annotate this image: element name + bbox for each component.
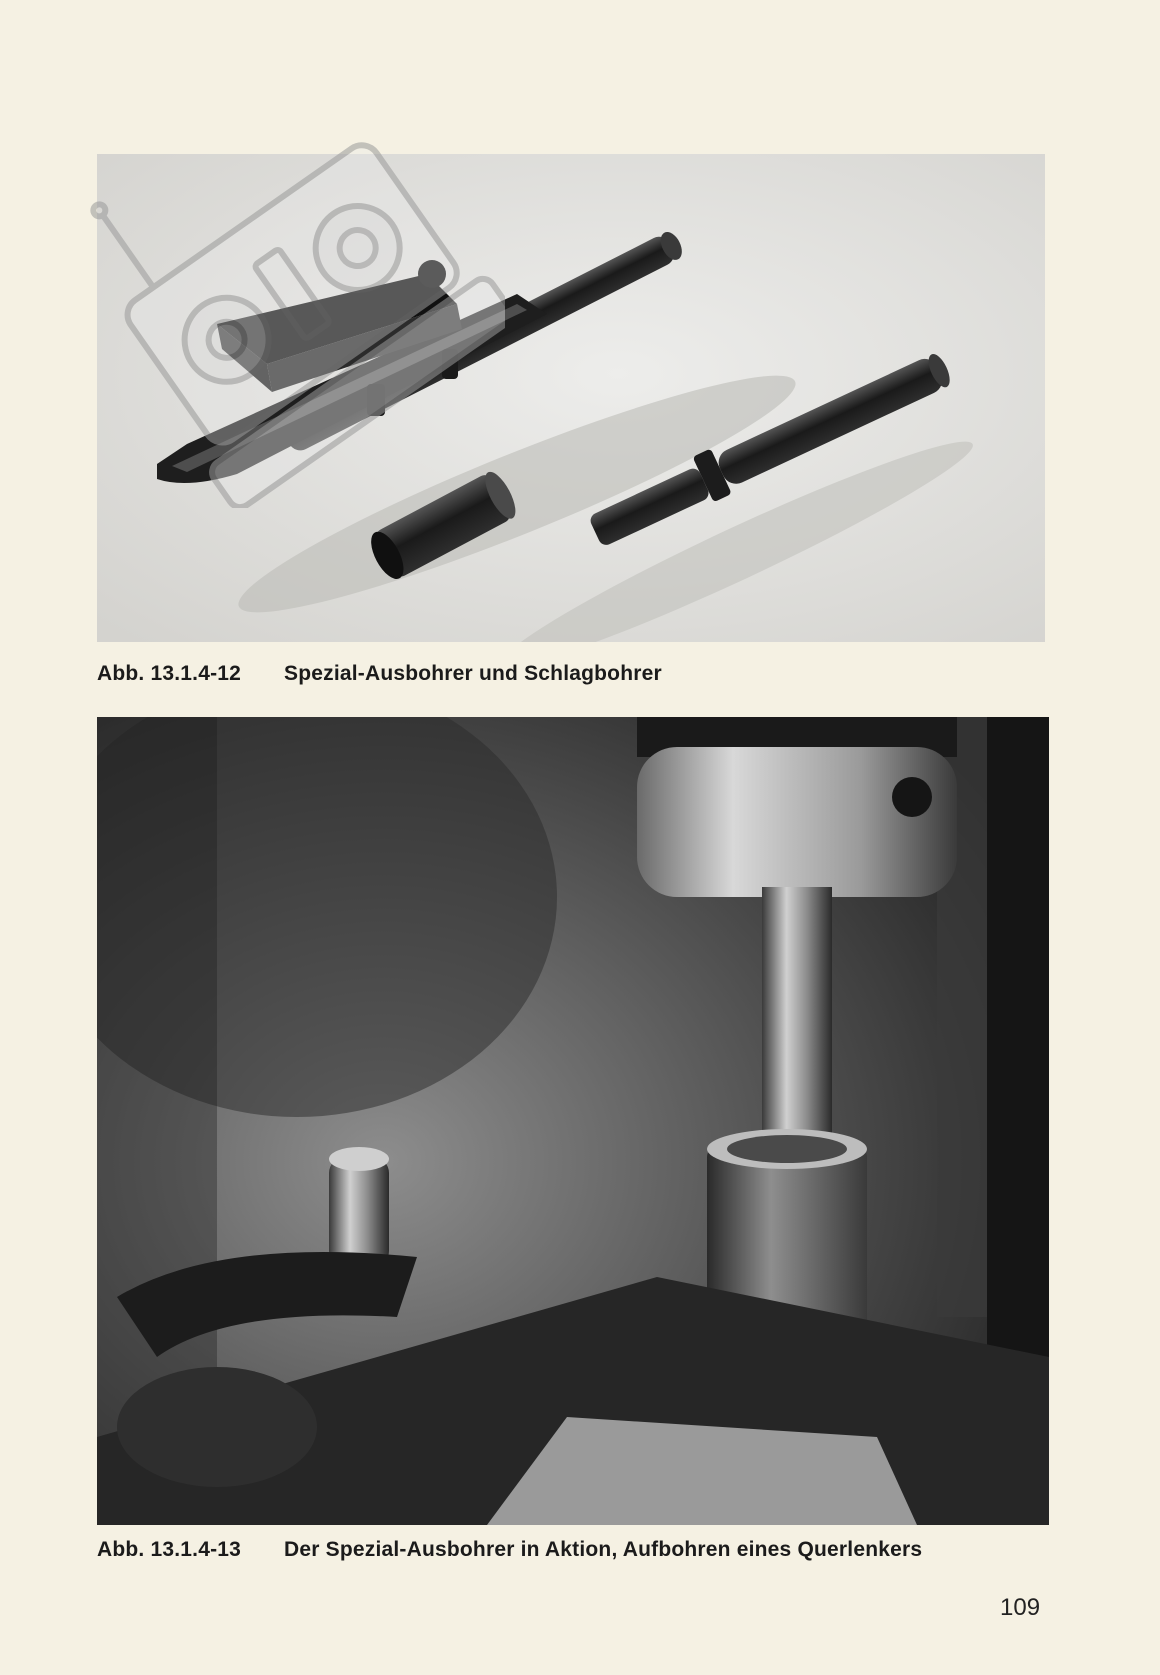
figure-caption-text: Der Spezial-Ausbohrer in Aktion, Aufbohren eines Querlenkers <box>284 1538 923 1561</box>
figure-caption <box>97 1538 922 1562</box>
figure-photo-tools <box>97 154 1045 642</box>
figure-caption <box>97 662 662 686</box>
figure-photo-drill-press <box>97 717 1049 1525</box>
figure-caption-text: Spezial-Ausbohrer und Schlagbohrer <box>284 662 662 685</box>
page-number: 109 <box>1000 1594 1041 1621</box>
figure-number: Abb. 13.1.4-12 <box>97 662 242 685</box>
figure-number: Abb. 13.1.4-13 <box>97 1538 242 1561</box>
